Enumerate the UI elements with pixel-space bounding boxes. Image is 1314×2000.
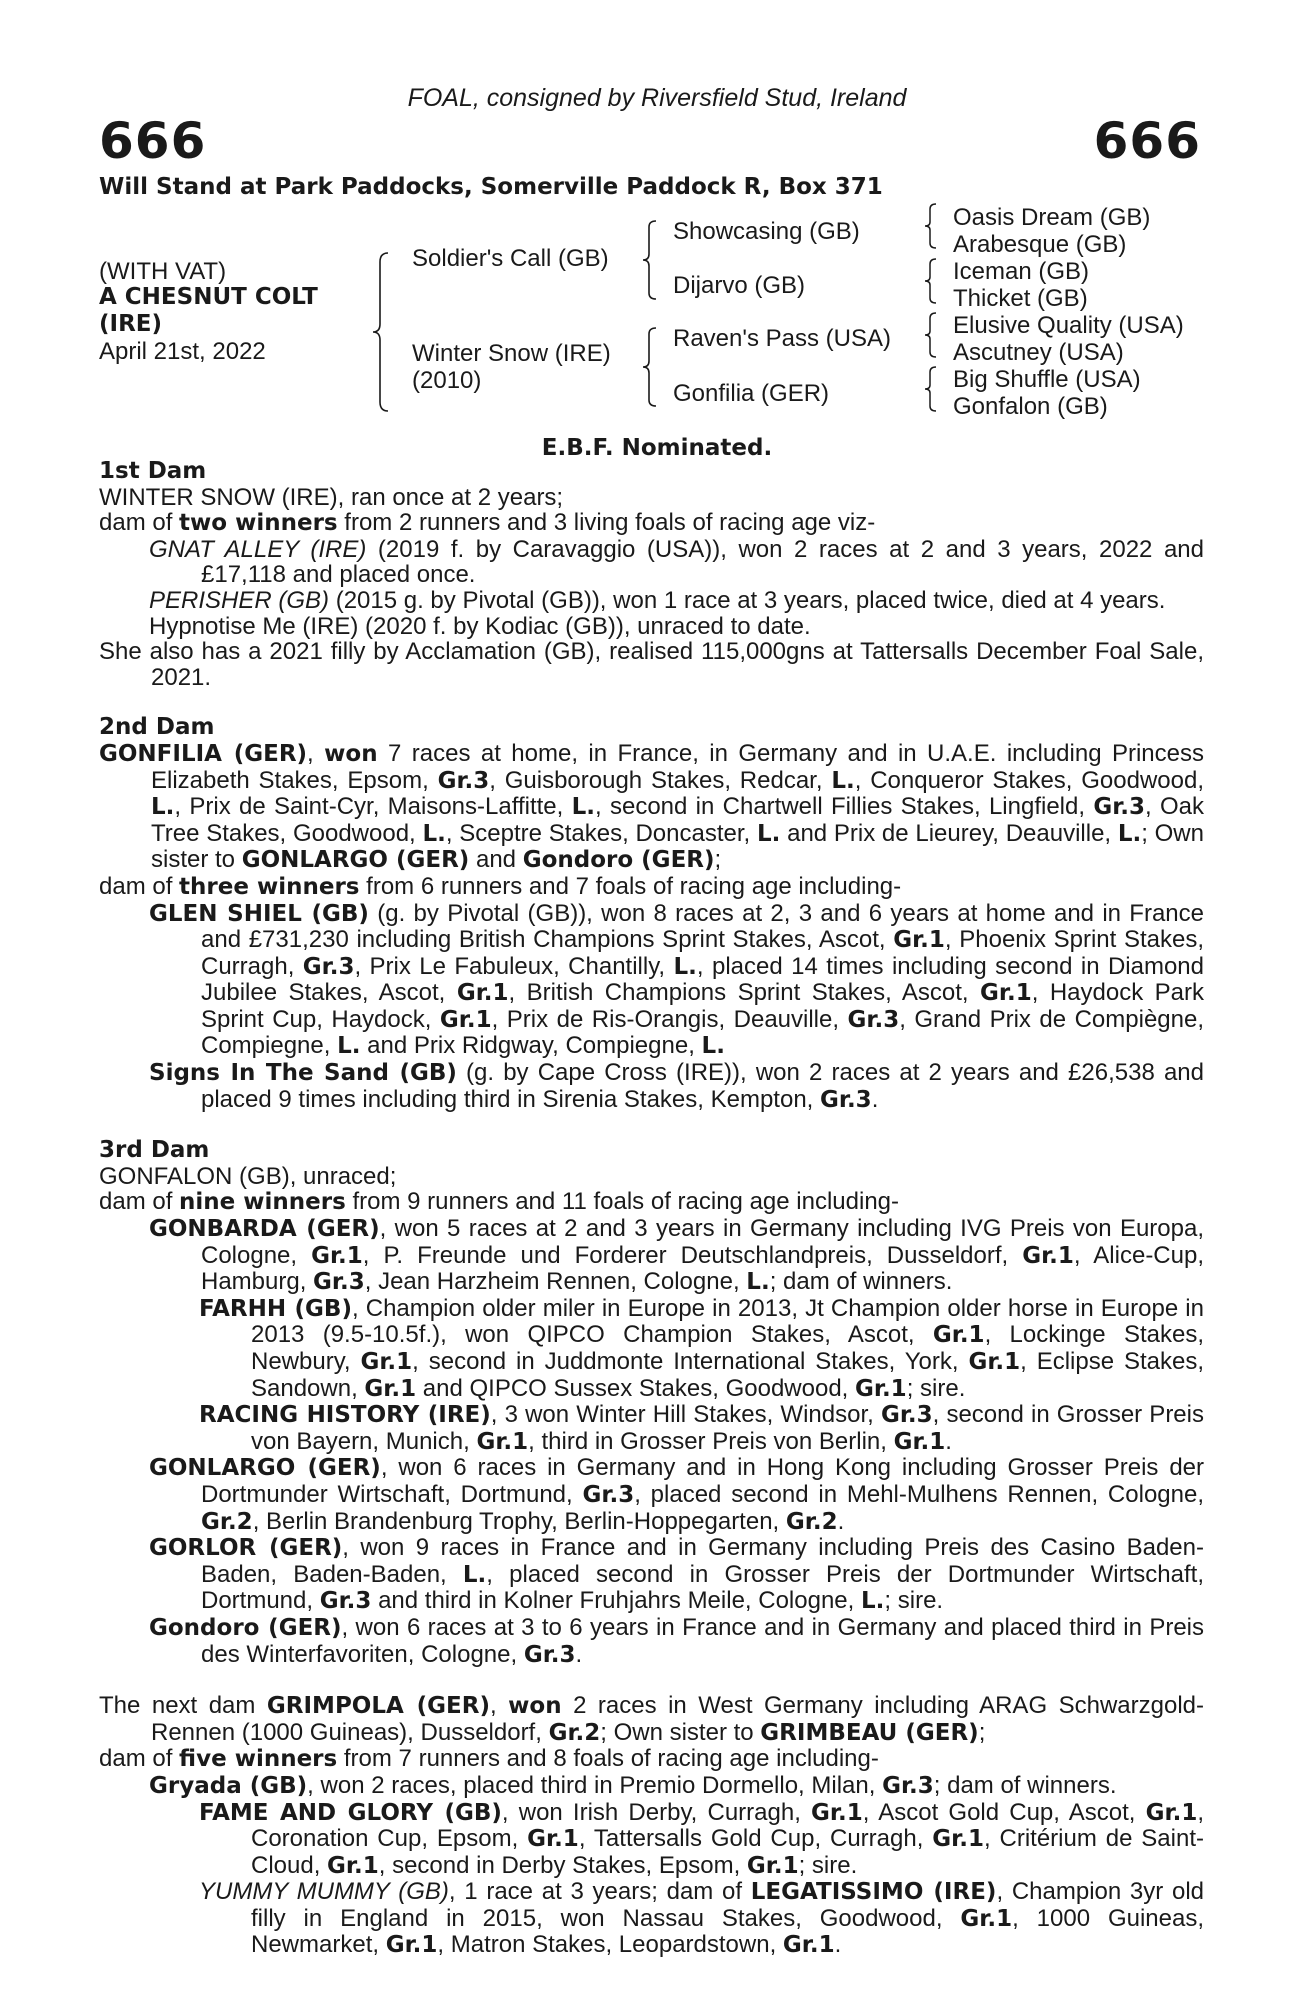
bold-text: Gr.1: [960, 1905, 1013, 1932]
text: , Prix de Ris-Orangis, Deauville,: [491, 1005, 848, 1033]
bold-text: Gr.1: [968, 1349, 1021, 1375]
second-dam-produce-summary: [99, 874, 1204, 901]
text: , placed 14 times including second in Diamond Jubilee Stakes, Ascot,: [201, 952, 1204, 1007]
italic-name: PERISHER (GB): [149, 586, 330, 614]
bold-text: Gr.3: [523, 1641, 576, 1668]
text: from 2 runners and 3 living foals of racing age viz-: [337, 509, 876, 537]
sire-sire-dam: Arabesque (GB): [953, 231, 1127, 258]
text: , Lockinge Stakes, Newbury,: [251, 1321, 1204, 1375]
brace-ss: [924, 203, 938, 249]
text: .: [575, 1640, 583, 1668]
text: (2019 f. by Caravaggio (USA)), won 2 races at 2 and 3 years, 2022 and £17,118 and placed once.: [201, 535, 1204, 589]
ebf-nominated: E.B.F. Nominated.: [541, 435, 773, 461]
bold-text: Gr.1: [527, 1826, 579, 1853]
text: , Champion 3yr old filly in England in 2015, won Nassau Stakes, Goodwood,: [251, 1878, 1205, 1932]
text: , won Irish Derby, Curragh,: [501, 1798, 812, 1826]
bold-text: nine winners: [179, 1189, 346, 1216]
bold-text: Gr.1: [980, 980, 1032, 1007]
bold-text: Gr.3: [847, 1006, 900, 1033]
produce-racing-history: [99, 1402, 1204, 1455]
text: and: [469, 846, 523, 874]
bold-text: FARHH (GB): [199, 1295, 352, 1322]
dam-dam-sire: Big Shuffle (USA): [953, 366, 1141, 393]
bold-text: Gr.1: [893, 927, 945, 954]
bold-text: Gr.3: [820, 1086, 872, 1113]
bold-text: won: [508, 1693, 562, 1720]
bold-text: Gr.1: [385, 1932, 438, 1959]
produce-gondoro: [99, 1615, 1204, 1668]
bold-text: Gr.1: [932, 1322, 985, 1349]
text: , Haydock Park Sprint Cup, Haydock,: [201, 979, 1205, 1033]
bold-text: GONBARDA (GER): [149, 1216, 380, 1243]
text: ; sire.: [884, 1587, 944, 1615]
sire-sire: Showcasing (GB): [673, 218, 860, 245]
stand-location: Will Stand at Park Paddocks, Somerville Paddock R, Box 371: [99, 174, 883, 200]
text: , Matron Stakes, Leopardstown,: [437, 1931, 783, 1959]
italic-name: YUMMY MUMMY (GB): [199, 1878, 449, 1906]
text: , Tattersalls Gold Cup, Curragh,: [578, 1825, 933, 1853]
bold-text: Gr.3: [313, 1269, 365, 1296]
text: , Grand Prix de Compiègne, Compiegne,: [201, 1005, 1205, 1060]
bold-text: GLEN SHIEL (GB): [149, 900, 369, 927]
bold-text: Gr.3: [880, 1402, 933, 1429]
text: ; dam of winners.: [769, 1268, 953, 1296]
sire-sire-sire: Oasis Dream (GB): [953, 204, 1151, 231]
dam-sire: Raven's Pass (USA): [673, 325, 891, 352]
text: , Eclipse Stakes, Sandown,: [251, 1348, 1204, 1402]
dam-dam-dam: Gonfalon (GB): [953, 393, 1108, 420]
text: .: [837, 1507, 845, 1535]
produce-gryada: [99, 1773, 1204, 1800]
produce-gnat-alley: [99, 537, 1204, 588]
produce-signs-in-the-sand: [99, 1060, 1204, 1113]
text: , Guisborough Stakes, Redcar,: [489, 766, 832, 794]
text: , P. Freunde und Forderer Deutschlandpreis, Dusseldorf,: [362, 1241, 1023, 1269]
bold-text: Gr.1: [811, 1799, 863, 1826]
bold-text: Gr.1: [360, 1349, 413, 1375]
text: ;: [978, 1718, 986, 1746]
text: , Critérium de Saint-Cloud,: [251, 1825, 1204, 1879]
produce-gonlargo: [99, 1455, 1204, 1535]
bold-text: L.: [151, 794, 175, 821]
text: , second in Juddmonte International Stakes, York,: [412, 1348, 969, 1375]
text: from 6 runners and 7 foals of racing age including-: [359, 872, 902, 900]
bold-text: L.: [1117, 820, 1142, 847]
bold-text: Gr.3: [437, 767, 490, 794]
bold-text: Gr.1: [327, 1852, 379, 1879]
horse-name-line1: A CHESNUT COLT: [99, 284, 318, 310]
bold-text: Gr.1: [311, 1242, 363, 1269]
bold-text: L.: [462, 1561, 487, 1588]
bold-text: FAME AND GLORY (GB): [199, 1799, 502, 1826]
foaling-date: April 21st, 2022: [99, 338, 266, 365]
text: ; sire.: [906, 1374, 966, 1402]
bold-text: GONLARGO (GER): [149, 1455, 381, 1482]
bold-text: GONFILIA (GER): [99, 740, 308, 767]
dam-line1: Winter Snow (IRE): [412, 340, 611, 367]
bold-text: RACING HISTORY (IRE): [199, 1402, 491, 1429]
next-dam-produce-summary: [99, 1746, 1204, 1773]
text: , Berlin Brandenburg Trophy, Berlin-Hoppegarten,: [252, 1507, 786, 1535]
brace-ds: [924, 312, 938, 358]
bold-text: Gr.1: [439, 1006, 492, 1033]
lot-number-left: 666: [99, 112, 207, 170]
text: (g. by Pivotal (GB)), won 8 races at 2, 3 and 6 years at home and in France and £731,230 including British Champions Sprint Stakes, Ascot,: [201, 899, 1204, 954]
text: , Jean Harzheim Rennen, Cologne,: [364, 1268, 747, 1296]
text: , won 2 races, placed third in Premio Dormello, Milan,: [307, 1771, 883, 1799]
bold-text: L.: [861, 1588, 885, 1615]
text: , 1 race at 3 years; dam of: [448, 1878, 751, 1906]
brace-dd: [924, 366, 938, 412]
bold-text: Gr.1: [893, 1428, 946, 1455]
produce-yummy-mummy: [99, 1879, 1204, 1959]
text: ,: [307, 739, 325, 767]
text: (g. by Cape Cross (IRE)), won 2 races at 2 years and £26,538 and placed 9 times including third in Sirenia Stakes, Kempton,: [201, 1059, 1204, 1113]
third-dam-intro: GONFALON (GB), unraced;: [99, 1162, 397, 1190]
bold-text: three winners: [179, 873, 360, 900]
second-dam-heading: 2nd Dam: [99, 714, 215, 741]
bold-text: Gr.1: [932, 1826, 984, 1853]
produce-hypnotise-me: Hypnotise Me (IRE) (2020 f. by Kodiac (GB)), unraced to date.: [149, 612, 811, 640]
next-dam-grimpola: [99, 1693, 1204, 1746]
bold-text: Gr.2: [548, 1719, 601, 1746]
bold-text: five winners: [179, 1746, 338, 1773]
first-dam-produce-summary: [99, 510, 1204, 537]
sire-dam-dam: Thicket (GB): [953, 285, 1088, 312]
text: ; sire.: [798, 1851, 858, 1879]
text: , 1000 Guineas, Newmarket,: [251, 1904, 1204, 1959]
text: , Ascot Gold Cup, Ascot,: [862, 1798, 1146, 1826]
bold-text: Gr.3: [319, 1588, 372, 1615]
text: , second in Grosser Preis von Bayern, Munich,: [251, 1401, 1204, 1455]
bold-text: Gr.3: [582, 1481, 635, 1508]
text: 7 races at home, in France, in Germany and in U.A.E. including Princess Elizabeth Stakes, Epsom,: [151, 739, 1204, 794]
bold-text: Gr.1: [364, 1375, 417, 1402]
text: , Conqueror Stakes, Goodwood,: [854, 766, 1205, 794]
filly-note: She also has a 2021 filly by Acclamation (GB), realised 115,000gns at Tattersalls December Foal Sale, 2021.: [99, 638, 1204, 691]
text: and third in Kolner Fruhjahrs Meile, Cologne,: [371, 1587, 861, 1615]
text: ; Own sister to: [151, 819, 1204, 874]
bold-text: Gr.1: [476, 1428, 529, 1455]
bold-text: Gondoro (GER): [522, 847, 715, 874]
bold-text: L.: [831, 767, 855, 794]
bold-text: L.: [673, 953, 697, 980]
text: , won 9 races in France and in Germany including Preis des Casino Baden-Baden, Baden-Baden,: [201, 1534, 1204, 1588]
bold-text: Gr.1: [456, 980, 509, 1007]
text: ; Own sister to: [600, 1718, 761, 1746]
text: , third in Grosser Preis von Berlin,: [528, 1427, 894, 1455]
text: ,: [489, 1692, 509, 1720]
dam-sire-dam: Ascutney (USA): [953, 339, 1124, 366]
vat-note: (WITH VAT): [99, 258, 227, 285]
sire-dam: Dijarvo (GB): [673, 272, 806, 299]
sire: Soldier's Call (GB): [412, 245, 609, 272]
text: , won 5 races at 2 and 3 years in Germany including IVG Preis von Europa, Cologne,: [201, 1215, 1205, 1269]
bold-text: Gryada (GB): [149, 1772, 308, 1799]
text: , Prix Le Fabuleux, Chantilly,: [354, 952, 674, 980]
text: , Coronation Cup, Epsom,: [251, 1798, 1204, 1853]
bold-text: Gr.3: [1093, 794, 1146, 821]
bold-text: Gr.1: [855, 1375, 907, 1402]
text: , Champion older miler in Europe in 2013, Jt Champion older horse in Europe in 2013 (9.5-10.5f.), won QIPCO Champion Stakes, Ascot,: [251, 1294, 1204, 1349]
bold-text: L.: [337, 1033, 361, 1060]
text: , 3 won Winter Hill Stakes, Windsor,: [490, 1401, 881, 1429]
text: , Oak Tree Stakes, Goodwood,: [151, 793, 1204, 847]
text: , placed second in Mehl-Mulhens Rennen, Cologne,: [634, 1480, 1204, 1508]
bold-text: GONLARGO (GER): [241, 847, 470, 874]
produce-gorlor: [99, 1535, 1204, 1615]
text: and Prix Ridgway, Compiegne,: [360, 1032, 702, 1060]
lot-number-right: 666: [1093, 112, 1201, 170]
text: , second in Chartwell Fillies Stakes, Lingfield,: [595, 793, 1094, 821]
text: The next dam: [99, 1692, 267, 1720]
text: , second in Derby Stakes, Epsom,: [378, 1851, 747, 1879]
text: .: [871, 1085, 879, 1113]
first-dam-heading: 1st Dam: [99, 458, 207, 484]
bold-text: Gr.3: [882, 1772, 934, 1799]
first-dam-intro: WINTER SNOW (IRE), ran once at 2 years;: [99, 483, 564, 511]
horse-name-line2: (IRE): [99, 311, 163, 337]
bold-text: won: [324, 740, 378, 767]
catalogue-body: [99, 459, 1204, 1959]
bold-text: Gr.2: [785, 1508, 838, 1535]
bold-text: L.: [701, 1033, 725, 1060]
bold-text: L.: [756, 820, 781, 847]
bold-text: L.: [746, 1269, 770, 1296]
bold-text: Gondoro (GER): [149, 1614, 342, 1641]
text: dam of: [99, 1188, 180, 1216]
dam-dam: Gonfilia (GER): [673, 380, 830, 407]
text: ;: [714, 846, 722, 874]
bold-text: GORLOR (GER): [149, 1535, 343, 1562]
text: , Sceptre Stakes, Doncaster,: [445, 819, 757, 847]
third-dam-produce-summary: [99, 1189, 1204, 1216]
bold-text: Gr.1: [782, 1932, 835, 1959]
text: 2 races in West Germany including ARAG Schwarzgold-Rennen (1000 Guineas), Dusseldorf,: [151, 1692, 1205, 1746]
bold-text: LEGATISSIMO (IRE): [750, 1879, 997, 1906]
brace-sire-parents: [642, 220, 658, 300]
brace-sd: [924, 258, 938, 304]
brace-dam-parents: [642, 327, 658, 407]
produce-glen-shiel: [99, 901, 1204, 1061]
text: , Phoenix Sprint Stakes, Curragh,: [201, 926, 1204, 980]
bold-text: L.: [422, 820, 446, 847]
bold-text: Gr.1: [1145, 1799, 1198, 1826]
text: dam of: [99, 872, 180, 900]
bold-text: Gr.1: [746, 1852, 799, 1879]
produce-fame-and-glory: [99, 1800, 1204, 1880]
bold-text: L.: [571, 794, 596, 821]
text: and Prix de Lieurey, Deauville,: [780, 819, 1118, 847]
text: , won 6 races in Germany and in Hong Kong including Grosser Preis der Dortmunder Wirtschaft, Dortmund,: [201, 1454, 1205, 1508]
consignor-line: FOAL, consigned by Riversfield Stud, Ireland: [407, 84, 907, 112]
text: dam of: [99, 1745, 180, 1773]
text: .: [834, 1931, 842, 1959]
text: from 9 runners and 11 foals of racing age including-: [345, 1188, 900, 1216]
brace-sire-dam: [372, 252, 390, 412]
bold-text: Gr.1: [1022, 1242, 1074, 1269]
text: dam of: [99, 509, 180, 537]
produce-gonbarda: [99, 1216, 1204, 1296]
italic-name: GNAT ALLEY (IRE): [149, 535, 367, 563]
bold-text: two winners: [179, 510, 338, 537]
bold-text: Gr.2: [201, 1508, 253, 1535]
text: , British Champions Sprint Stakes, Ascot,: [508, 979, 981, 1007]
bold-text: GRIMBEAU (GER): [760, 1719, 979, 1746]
text: , won 6 races at 3 to 6 years in France and in Germany and placed third in Preis des Winterfavoriten, Cologne,: [201, 1613, 1205, 1668]
text: and QIPCO Sussex Stakes, Goodwood,: [416, 1374, 855, 1402]
text: , Alice-Cup, Hamburg,: [201, 1241, 1205, 1296]
third-dam-heading: 3rd Dam: [99, 1137, 210, 1164]
text: , Prix de Saint-Cyr, Maisons-Laffitte,: [174, 793, 572, 821]
bold-text: GRIMPOLA (GER): [266, 1693, 490, 1720]
gonfilia-record: [99, 741, 1204, 874]
sire-dam-sire: Iceman (GB): [953, 258, 1090, 285]
text: (2015 g. by Pivotal (GB)), won 1 race at 3 years, placed twice, died at 4 years.: [329, 586, 1166, 614]
text: from 7 runners and 8 foals of racing age including-: [337, 1745, 879, 1773]
text: .: [945, 1427, 952, 1455]
bold-text: Signs In The Sand (GB): [149, 1060, 457, 1087]
text: ; dam of winners.: [933, 1771, 1117, 1799]
text: , placed second in Grosser Preis der Dortmunder Wirtschaft, Dortmund,: [201, 1560, 1204, 1615]
produce-perisher: [99, 588, 1204, 614]
dam-sire-sire: Elusive Quality (USA): [953, 312, 1184, 339]
dam-line2: (2010): [412, 367, 482, 394]
bold-text: Gr.3: [302, 953, 355, 980]
produce-farhh: [99, 1296, 1204, 1402]
